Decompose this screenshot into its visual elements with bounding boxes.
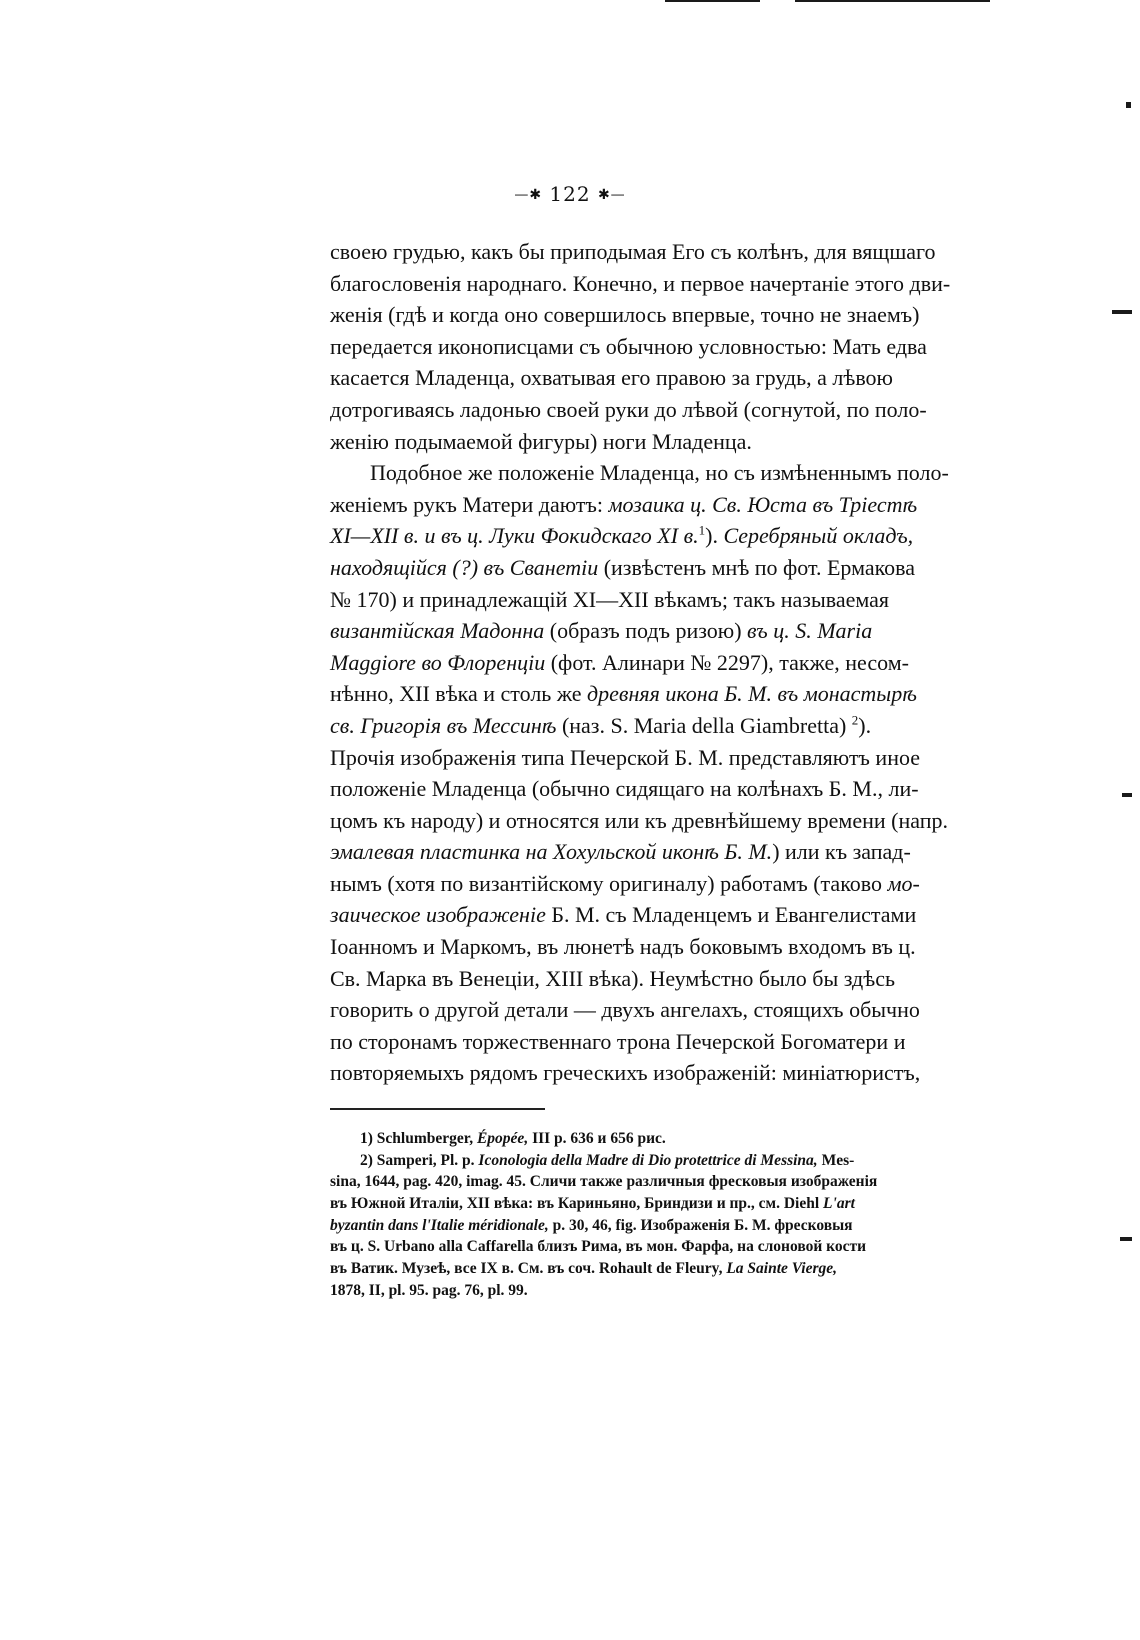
footnote-line [330, 1236, 980, 1258]
text-line [330, 299, 980, 331]
text-segment: женіемъ рукъ Матери даютъ: [330, 491, 609, 517]
footnote-line [330, 1128, 980, 1150]
text-segment: ). [858, 712, 872, 738]
footnotes-block [330, 1128, 980, 1302]
italic-text: XI—XII в. и въ ц. Луки Фокидскаго XI в. [330, 523, 699, 549]
text-line [330, 1057, 980, 1089]
text-segment: Іоанномъ и Маркомъ, въ люнетѣ надъ боковымъ входомъ въ ц. [330, 934, 916, 960]
text-line [330, 647, 980, 679]
text-segment: (образъ подъ ризою) [544, 618, 748, 644]
text-segment: въ Южной Италіи, XII вѣка: въ Кариньяно, Бриндизи и пр., см. Diehl [330, 1195, 824, 1213]
footnote-line [330, 1258, 980, 1280]
text-segment: Б. М. съ Младенцемъ и Евангелистами [545, 902, 917, 928]
footnote-line [330, 1280, 980, 1302]
italic-text: La Sainte Vierge, [726, 1260, 837, 1278]
text-line [330, 584, 980, 616]
text-segment: 2) Samperi, Pl. p. [360, 1151, 479, 1169]
text-segment: Mes- [817, 1151, 855, 1169]
text-segment: (извѣстенъ мнѣ по фот. Ермакова [598, 554, 916, 580]
text-line [330, 805, 980, 837]
text-line [330, 362, 980, 394]
ornament-right: ✱— [597, 187, 626, 203]
text-line [330, 1026, 980, 1058]
text-line [330, 615, 980, 647]
italic-text: Iconologia della Madre di Dio protettrice di Messina, [478, 1151, 818, 1169]
text-segment: цомъ къ народу) и относятся или къ древнѣйшему времени (напр. [330, 807, 948, 833]
italic-text: въ ц. S. Maria [747, 618, 873, 644]
main-text-block [330, 236, 980, 1089]
text-segment: повторяемыхъ рядомъ греческихъ изображеній: миніатюристъ, [330, 1060, 921, 1086]
text-segment: нѣнно, XII вѣка и столь же [330, 681, 588, 707]
italic-text: древняя икона Б. М. въ монастырѣ [587, 681, 917, 707]
page-number: 122 [549, 182, 591, 206]
text-line [330, 963, 980, 995]
text-segment: (наз. S. Maria della Giambretta) [556, 712, 852, 738]
text-segment: (фот. Алинари № 2297), также, несом- [545, 649, 909, 675]
scan-artifact-margin-dot [1126, 102, 1131, 108]
text-segment: Прочія изображенія типа Печерской Б. М. представляютъ иное [330, 744, 921, 770]
text-segment: положеніе Младенца (обычно сидящаго на колѣнахъ Б. М., ли- [330, 776, 919, 802]
text-segment: ) или къ запад- [772, 839, 911, 865]
italic-text: мозаика ц. Св. Юста въ Тріестѣ [608, 491, 918, 517]
page-header [0, 182, 1140, 206]
footnote-line [330, 1171, 980, 1193]
text-line [330, 678, 980, 710]
italic-text: Серебряный окладъ, [723, 523, 914, 549]
italic-text: Maggiore во Флоренціи [330, 649, 546, 675]
text-segment: женію подымаемой фигуры) ноги Младенца. [330, 428, 752, 454]
text-line [330, 489, 980, 521]
footnote-line [330, 1193, 980, 1215]
text-line [330, 899, 980, 931]
text-segment: sina, 1644, pag. 420, imag. 45. Сличи также различныя фресковыя изображенія [330, 1173, 878, 1191]
text-segment: III p. 636 и 656 рис. [528, 1130, 666, 1147]
text-segment: въ Ватик. Музеѣ, все IX в. См. въ соч. Rohault de Fleury, [330, 1260, 727, 1278]
text-segment: благословенія народнаго. Конечно, и первое начертаніе этого дви- [330, 270, 951, 296]
footnote-line [330, 1215, 980, 1237]
text-line [330, 426, 980, 458]
scan-artifact-margin-tick [1122, 793, 1132, 797]
italic-text: byzantin dans l'Italie méridionale, [330, 1216, 549, 1234]
text-segment: 1878, II, pl. 95. pag. 76, pl. 99. [330, 1281, 528, 1299]
text-line [330, 236, 980, 268]
text-segment: въ ц. S. Urbano alla Caffarella близъ Рима, въ мон. Фарфа, на слоновой кости [330, 1238, 867, 1256]
text-line [330, 994, 980, 1026]
footnote-line [330, 1150, 980, 1172]
text-segment: № 170) и принадлежащій XI—XII вѣкамъ; такъ называемая [330, 586, 890, 612]
text-line [330, 710, 980, 742]
footnote-ref: 2 [851, 712, 859, 728]
italic-text: заическое изображеніе [330, 902, 546, 928]
italic-text: эмалевая пластинка на Хохульской иконѣ Б. М. [330, 839, 773, 865]
footnote-divider [330, 1108, 545, 1110]
text-line [330, 931, 980, 963]
italic-text: св. Григорія въ Мессинѣ [330, 712, 557, 738]
text-segment: касается Младенца, охватывая его правою за грудь, а лѣвою [330, 365, 893, 391]
scan-artifact-margin-tick-2 [1120, 1237, 1132, 1241]
text-segment: передается иконописцами съ обычною условностью: Мать едва [330, 333, 927, 359]
text-segment: Подобное же положеніе Младенца, но съ измѣненнымъ поло- [370, 460, 949, 486]
footnote-ref: 1 [698, 523, 706, 539]
text-segment: женія (гдѣ и когда оно совершилось впервые, точно не знаемъ) [330, 302, 920, 328]
text-line [330, 868, 980, 900]
text-line [330, 742, 980, 774]
text-segment: ). [705, 523, 724, 549]
italic-text: мо- [887, 870, 920, 896]
text-segment: дотрогиваясь ладонью своей руки до лѣвой (согнутой, по поло- [330, 396, 927, 422]
text-segment: 1) Schlumberger, [360, 1130, 477, 1147]
text-segment: p. 30, 46, fig. Изображенія Б. М. фресковыя [548, 1216, 853, 1234]
italic-text: византійская Мадонна [330, 618, 545, 644]
text-segment: по сторонамъ торжественнаго трона Печерской Богоматери и [330, 1028, 906, 1054]
text-segment: говорить о другой детали — двухъ ангелахъ, стоящихъ обычно [330, 997, 920, 1023]
text-line [330, 552, 980, 584]
text-line [330, 268, 980, 300]
text-line [330, 457, 980, 489]
italic-text: Épopée, [476, 1130, 529, 1147]
text-line [330, 520, 980, 552]
text-line [330, 836, 980, 868]
scan-artifact-top-rule [665, 0, 760, 2]
scan-artifact-top-rule-2 [795, 0, 990, 2]
text-segment: своею грудью, какъ бы приподымая Его съ колѣнъ, для вящшаго [330, 239, 936, 264]
text-line [330, 331, 980, 363]
italic-text: L'art [823, 1195, 855, 1213]
scan-artifact-margin-dash [1112, 310, 1132, 314]
italic-text: находящійся (?) въ Сванетіи [330, 554, 599, 580]
ornament-left: —✱ [514, 187, 543, 203]
text-line [330, 773, 980, 805]
text-segment: Св. Марка въ Венеціи, XIII вѣка). Неумѣстно было бы здѣсь [330, 965, 895, 991]
text-line [330, 394, 980, 426]
text-segment: нымъ (хотя по византійскому оригиналу) работамъ (таково [330, 870, 888, 896]
